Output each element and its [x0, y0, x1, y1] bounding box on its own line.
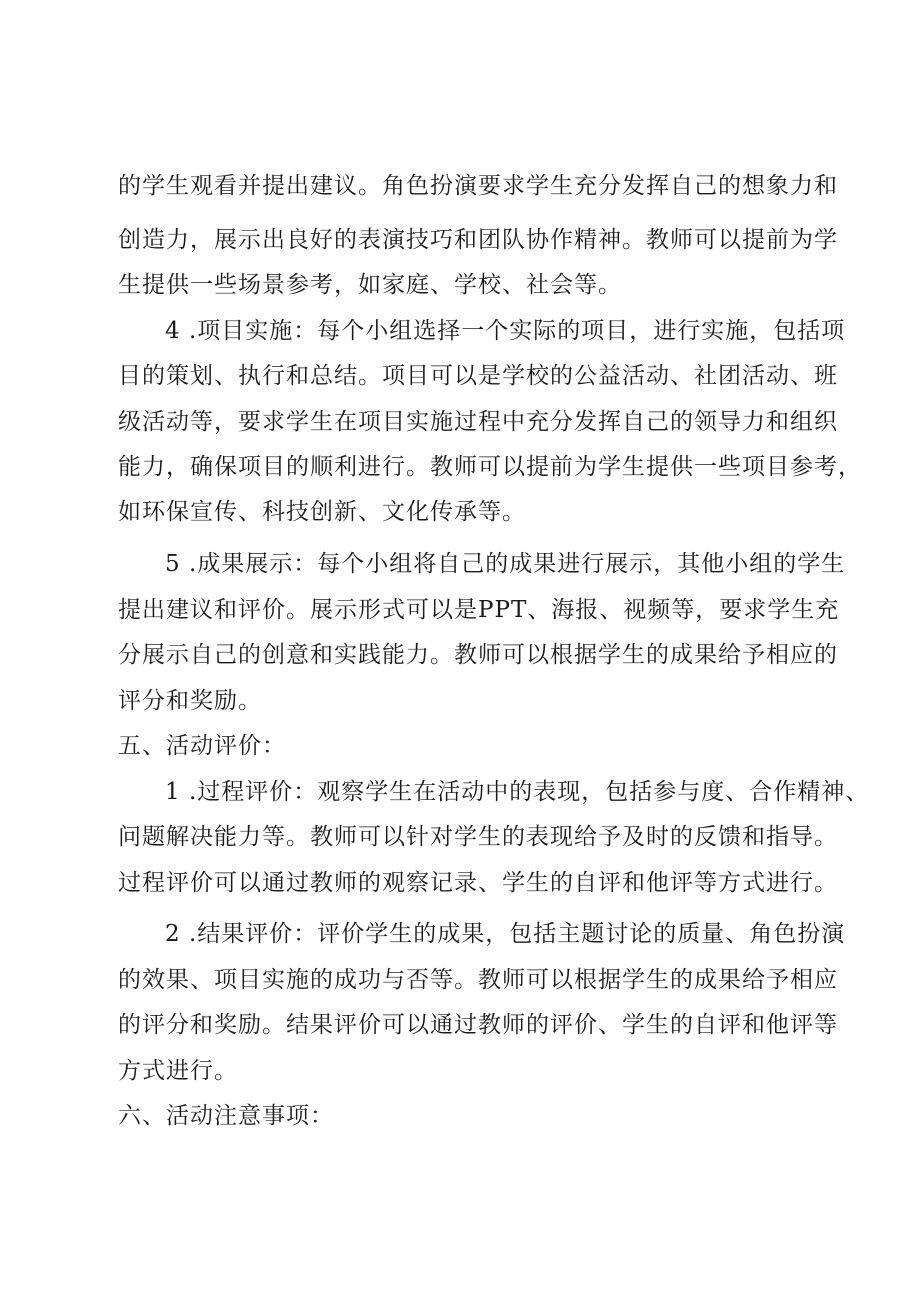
paragraph-line: 问题解决能力等。教师可以针对学生的表现给予及时的反馈和指导。	[118, 824, 838, 850]
paragraph-line: 分展示自己的创意和实践能力。教师可以根据学生的成果给予相应的	[118, 642, 838, 668]
paragraph-line: 如环保宣传、科技创新、文化传承等。	[118, 499, 526, 525]
section-heading: 五、活动评价：	[118, 733, 286, 759]
paragraph-line: 评分和奖励。	[118, 688, 262, 714]
paragraph-line: 提出建议和评价。展示形式可以是PPT、海报、视频等，要求学生充	[118, 597, 840, 623]
paragraph-line: 5 .成果展示：每个小组将自己的成果进行展示，其他小组的学生	[165, 551, 846, 577]
paragraph-line: 级活动等，要求学生在项目实施过程中充分发挥自己的领导力和组织	[118, 409, 838, 435]
paragraph-line: 4 .项目实施：每个小组选择一个实际的项目，进行实施，包括项	[165, 318, 846, 344]
paragraph-line: 的学生观看并提出建议。角色扮演要求学生充分发挥自己的想象力和	[118, 173, 838, 199]
section-heading: 六、活动注意事项：	[118, 1103, 334, 1129]
paragraph-line: 过程评价可以通过教师的观察记录、学生的自评和他评等方式进行。	[118, 870, 838, 896]
paragraph-line: 1 .过程评价：观察学生在活动中的表现，包括参与度、合作精神、	[165, 779, 870, 805]
paragraph-line: 创造力，展示出良好的表演技巧和团队协作精神。教师可以提前为学	[118, 227, 838, 253]
paragraph-line: 生提供一些场景参考，如家庭、学校、社会等。	[118, 272, 622, 298]
paragraph-line: 的效果、项目实施的成功与否等。教师可以根据学生的成果给予相应	[118, 967, 838, 993]
paragraph-line: 方式进行。	[118, 1058, 238, 1084]
paragraph-line: 的评分和奖励。结果评价可以通过教师的评价、学生的自评和他评等	[118, 1012, 838, 1038]
paragraph-line: 2 .结果评价：评价学生的成果，包括主题讨论的质量、角色扮演	[165, 921, 846, 947]
paragraph-line: 能力，确保项目的顺利进行。教师可以提前为学生提供一些项目参考，	[118, 454, 862, 480]
paragraph-line: 目的策划、执行和总结。项目可以是学校的公益活动、社团活动、班	[118, 363, 838, 389]
